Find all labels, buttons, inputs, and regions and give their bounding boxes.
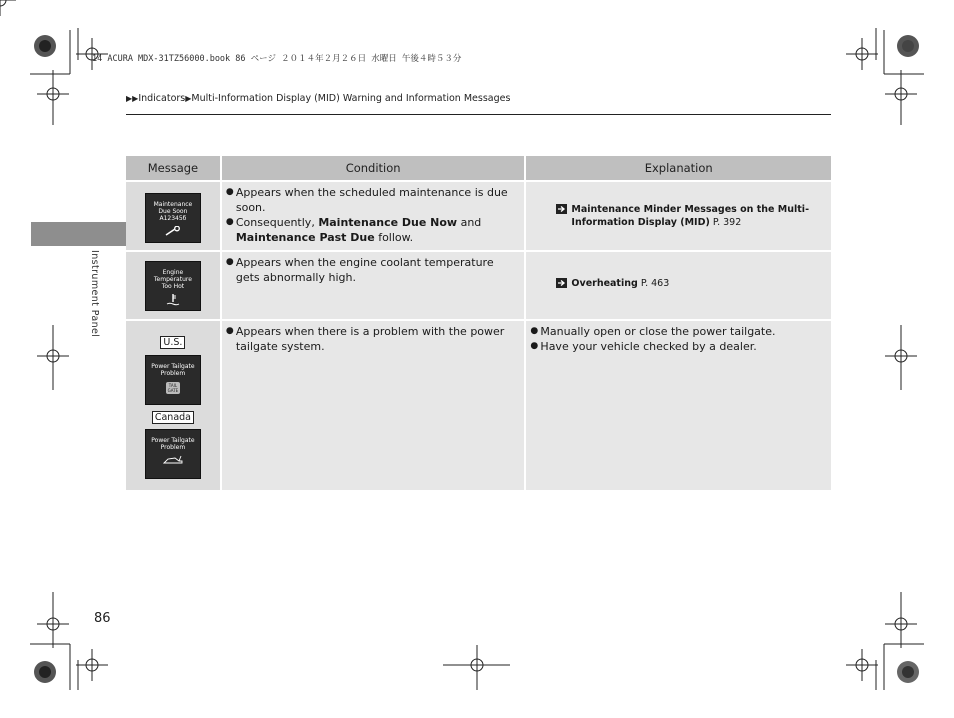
list-item: ● Appears when the engine coolant temperature gets abnormally high. [226,255,521,285]
list-item: ● Manually open or close the power tailgate. [530,325,776,338]
list-item: ● Appears when there is a problem with the power tailgate system. [226,324,521,354]
region-label-canada: Canada [152,411,194,424]
screen-text: Engine [162,269,184,276]
message-name-bold: Maintenance Due Now [318,216,458,229]
header-explanation: Explanation [526,156,831,180]
screen-text: Power Tailgate [151,363,195,370]
cross-reference-link[interactable] [556,203,827,229]
message-name-bold: Maintenance Past Due [235,231,375,244]
condition-cell [222,321,525,490]
region-label-us: U.S. [160,336,185,349]
screen-text: Due Soon [158,208,188,215]
explanation-cell [526,182,831,250]
wrench-icon [164,226,182,236]
screen-text: Problem [160,370,186,377]
message-table [126,156,831,490]
reference-page[interactable]: P. 463 [637,278,670,289]
explanation-text: Manually open or close the power tailgate. [540,325,776,338]
cross-reference-link[interactable] [556,277,827,290]
mid-screen-maintenance [145,193,201,243]
condition-cell [222,182,525,250]
explanation-cell [526,321,831,490]
condition-text: Consequently, Maintenance Due Now and Maintenance Past Due follow. [235,216,482,244]
header-rule [126,114,831,115]
mid-screen-engine-temp [145,261,201,311]
tailgate-badge-icon: TAIL GATE [167,383,179,393]
condition-text: Appears when the engine coolant temperature gets abnormally high. [235,256,494,284]
header-message: Message [126,156,220,180]
message-cell [126,252,220,319]
message-cell [126,182,220,250]
screen-text: Temperature [153,276,192,283]
explanation-text: Have your vehicle checked by a dealer. [540,340,757,353]
reference-page[interactable]: P. 392 [709,217,742,228]
condition-cell [222,252,525,319]
breadcrumb-arrow-icon: ▶ [185,94,192,103]
table-row [126,182,831,250]
list-item: ● Consequently, Maintenance Due Now and Maintenance Past Due follow. [226,215,521,245]
message-cell [126,321,220,490]
screen-text: Too Hot [161,283,185,290]
table-header [126,156,831,180]
section-tab [31,222,133,246]
screen-text: Maintenance [153,201,193,208]
print-slug-line: 14 ACURA MDX-31TZ56000.book 86 ページ ２０１４年２月２６日 水曜日 午後４時５３分 [92,54,462,64]
mid-screen-tailgate-canada [145,429,201,479]
condition-text: Appears when the scheduled maintenance is due soon. [235,186,508,214]
screen-text: A12345б [159,215,187,222]
reference-arrow-icon [556,278,567,288]
breadcrumb [126,93,510,104]
explanation-cell [526,252,831,319]
mid-screen-tailgate-us [145,355,201,405]
reference-title[interactable]: Overheating [571,278,638,289]
screen-text: Problem [160,444,186,451]
list-item: ● Have your vehicle checked by a dealer. [530,340,757,353]
reference-arrow-icon [556,204,567,214]
breadcrumb-level2[interactable]: Multi-Information Display (MID) Warning and Information Messages [191,93,511,104]
breadcrumb-arrow-icon: ▶▶ [126,94,139,103]
table-row [126,252,831,319]
header-condition: Condition [222,156,525,180]
car-tailgate-icon [163,455,183,465]
breadcrumb-level1[interactable]: Indicators [138,93,186,104]
coolant-temperature-icon [166,294,180,306]
list-item: ● Appears when the scheduled maintenance is due soon. [226,185,521,215]
section-label: Instrument Panel [89,250,100,338]
screen-text: Power Tailgate [151,437,195,444]
page-number: 86 [94,611,111,626]
condition-text: Appears when there is a problem with the power tailgate system. [235,325,505,353]
reference-title[interactable]: Maintenance Minder Messages on the Multi-Information Display (MID) [571,204,810,228]
table-row [126,321,831,490]
